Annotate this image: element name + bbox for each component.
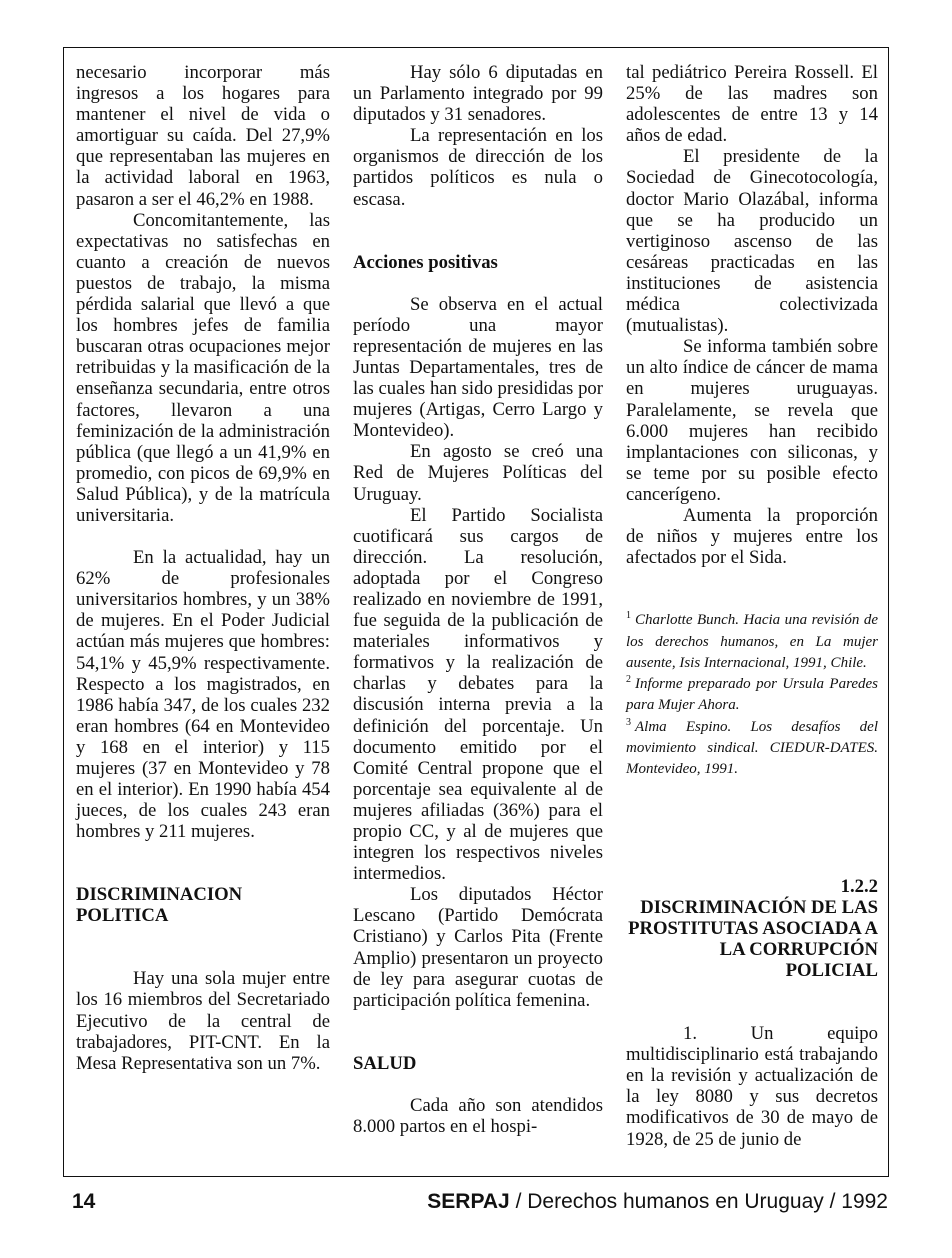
paragraph: tal pediátrico Pereira Rossell. El 25% de las madres son adolescentes de entre 13 y 14 años de edad. — [626, 62, 878, 147]
publisher-name: SERPAJ — [427, 1190, 510, 1213]
column-3 — [626, 62, 878, 1150]
paragraph: necesario incorporar más ingresos a los hogares para mantener el nivel de vida o amortiguar su caída. Del 27,9% que representaban las mujeres en la actividad laboral en 1963, pasaron a ser el 46,2% en 1988. — [76, 62, 330, 210]
section-heading: DISCRIMINACION POLITICA — [76, 884, 243, 927]
page-number: 14 — [72, 1190, 96, 1213]
footnote: $^2$ Informe preparado por Ursula Paredes para Mujer Ahora. — [626, 674, 878, 714]
paragraph: 1. Un equipo multidisciplinario está trabajando en la revisión y actualización de la ley 8080 y sus decretos modificativos de 30 de mayo de 1928, de 25 de junio de — [626, 1023, 878, 1150]
paragraph: Hay una sola mujer entre los 16 miembros del Secretariado Ejecutivo de la central de trabajadores, PIT-CNT. En la Mesa Representativa son un 7%. — [76, 968, 330, 1074]
section-title: DISCRIMINACIÓN DE LAS PROSTITUTAS ASOCIADA A LA CORRUPCIÓN POLICIAL — [628, 896, 878, 981]
publication-title: / Derechos humanos en Uruguay / 1992 — [515, 1190, 888, 1213]
paragraph: Los diputados Héctor Lescano (Partido Demócrata Cristiano) y Carlos Pita (Frente Amplio) presentaron un proyecto de ley para asegurar cuotas de participación política femenina. — [353, 884, 603, 1011]
paragraph: Concomitantemente, las expectativas no satisfechas en cuanto a creación de nuevos puestos de trabajo, la misma pérdida salarial que llevó a que los hombres jefes de familia buscaran otras ocupaciones mejor retribuidas y la masificación de la enseñanza secundaria, entre otros factores, llevaron a una feminización de la administración pública (que llegó a un 41,9% en promedio, con picos de 69,9% en Salud Pública), y de la matrícula universitaria. — [76, 209, 330, 526]
paragraph: El Partido Socialista cuotificará sus cargos de dirección. La resolución, adoptada por el Congreso realizado en noviembre de 1991, fue seguida de la publicación de materiales informativos y formativos y la realización de charlas y debates para la discusión interna previa a la definición del porcentaje. Un documento emitido por el Comité Central propone que el porcentaje sea equivalente al de mujeres afiliadas (36%) para el propio CC, y al de mujeres que integren los respectivos niveles intermedios. — [353, 504, 603, 885]
footnote: $^3$ Alma Espino. Los desafíos del movimiento sindical. CIEDUR-DATES. Montevideo, 1991. — [626, 716, 878, 778]
section-heading: SALUD — [353, 1052, 417, 1074]
running-footer — [427, 1190, 888, 1214]
subsection-heading: Acciones positivas — [353, 251, 498, 273]
paragraph: En agosto se creó una Red de Mujeres Políticas del Uruguay. — [353, 441, 603, 505]
paragraph: La representación en los organismos de dirección de los partidos políticos es nula o escasa. — [353, 125, 603, 210]
paragraph: Cada año son atendidos 8.000 partos en el hospi- — [353, 1094, 603, 1137]
footnote: $^1$ Charlotte Bunch. Hacia una revisión de los derechos humanos, en La mujer ausente, Isis Internacional, 1991, Chile. — [626, 610, 878, 671]
paragraph: En la actualidad, hay un 62% de profesionales universitarios hombres, y un 38% de mujeres. En el Poder Judicial actúan más mujeres que hombres: 54,1% y 45,9% respectivamente. Respecto a los magistrados, en 1986 había 347, de los cuales 232 eran hombres (64 en Montevideo y 168 en el interior) y 115 mujeres (37 en Montevideo y 78 en el interior). En 1990 había 454 jueces, de los cuales 243 eran hombres y 211 mujeres. — [76, 547, 330, 843]
paragraph: Se observa en el actual período una mayor representación de mujeres en las Juntas Departamentales, tres de las cuales han sido presididas por mujeres (Artigas, Cerro Largo y Montevideo). — [353, 293, 603, 442]
column-1 — [76, 62, 330, 1074]
footnotes — [626, 610, 878, 780]
paragraph: Hay sólo 6 diputadas en un Parlamento integrado por 99 diputados y 31 senadores. — [353, 62, 603, 126]
column-2 — [353, 62, 603, 1137]
section-number: 1.2.2 — [840, 875, 878, 897]
paragraph: El presidente de la Sociedad de Ginecotocología, doctor Mario Olazábal, informa que se ha producido un vertiginoso ascenso de las cesáreas practicadas en las instituciones de asistencia médica colectivizada (mutualistas). — [626, 146, 878, 337]
paragraph: Aumenta la proporción de niños y mujeres entre los afectados por el Sida. — [626, 504, 878, 569]
paragraph: Se informa también sobre un alto índice de cáncer de mama en mujeres uruguayas. Paralelamente, se revela que 6.000 mujeres han recibido implantaciones con siliconas, y se teme por su posible efecto cancerígeno. — [626, 336, 878, 505]
